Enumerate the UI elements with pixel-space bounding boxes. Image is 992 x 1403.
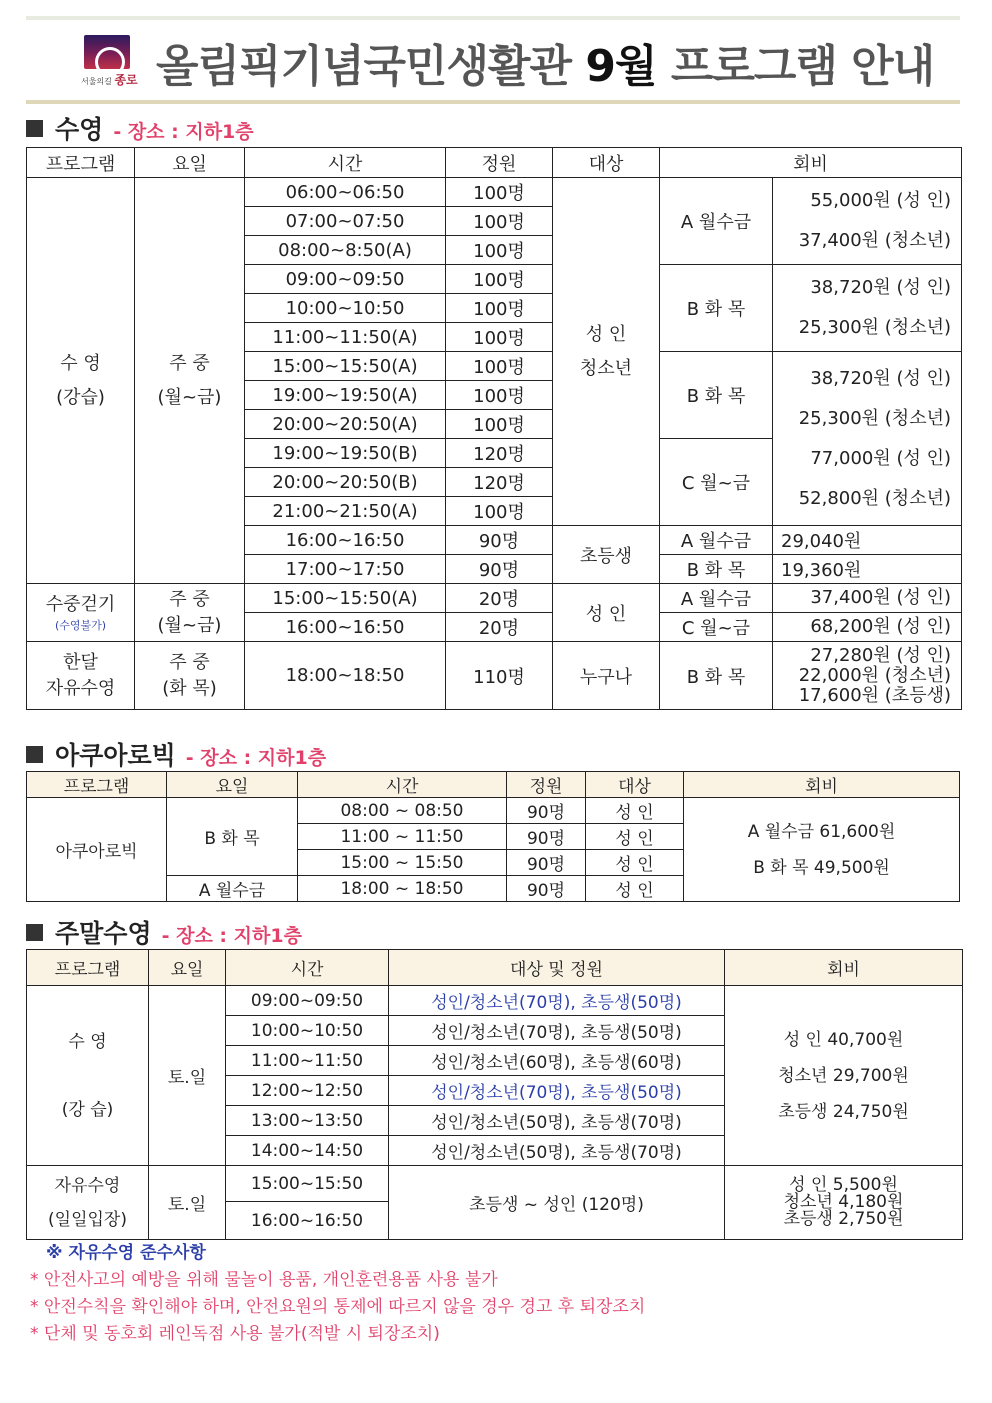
table-header-row: 프로그램 요일 시간 정원 대상 회비: [27, 148, 962, 178]
table-row: 수 영 (강 습) 토.일 09:00~09:50 성인/청소년(70명), 초등생(50명) 성 인 40,700원 청소년 29,700원 초등생 24,750원: [27, 986, 963, 1016]
table-row: 11:00~11:50(A) 100명: [27, 323, 962, 352]
page-title: 올림픽기념국민생활관 9월 프로그램 안내: [156, 41, 935, 92]
table-row: 20:00~20:50(B) 120명: [27, 468, 962, 497]
table-row: 10:00~10:50 100명: [27, 294, 962, 323]
table-row: 자유수영 (일일입장) 토.일 15:00~15:50 초등생 ~ 성인 (120명) 성 인 5,500원 청소년 4,180원 초등생 2,750원: [27, 1166, 963, 1202]
table-row: 16:00~16:50: [27, 1202, 963, 1240]
table-header-row: 프로그램 요일 시간 대상 및 정원 회비: [27, 950, 963, 986]
table-row: 15:00 ~ 15:50 90명 성 인: [27, 850, 960, 876]
table-row: 16:00~16:50 20명 C 월~금 68,200원 (성 인): [27, 613, 962, 642]
table-row: 13:00~13:50 성인/청소년(50명), 초등생(70명): [27, 1106, 963, 1136]
program-cell: 수 영 (강 습): [27, 986, 149, 1166]
section-title-aqua: 아쿠아로빅 - 장소 : 지하1층: [26, 736, 326, 772]
header: [26, 22, 960, 98]
header-rule: [26, 100, 960, 104]
table-row: 아쿠아로빅 B 화 목 08:00 ~ 08:50 90명 성 인 A 월수금 61,600원 B 화 목 49,500원: [27, 798, 960, 824]
table-row: A 월수금 18:00 ~ 18:50 90명 성 인: [27, 876, 960, 902]
table-row: 수 영 (강습) 주 중 (월~금) 06:00~06:50 100명 성 인 청소년 A 월수금 55,000원 (성 인) 37,400원 (청소년): [27, 178, 962, 207]
program-cell: 수 영 (강습): [27, 178, 135, 584]
section-title-weekend: 주말수영 - 장소 : 지하1층: [26, 914, 302, 950]
table-row: 수중걷기 (수영불가) 주 중 (월~금) 15:00~15:50(A) 20명 성 인 A 월수금 37,400원 (성 인): [27, 584, 962, 613]
note-item: * 단체 및 동호회 레인독점 사용 불가(적발 시 퇴장조치): [30, 1324, 440, 1344]
section-title-swim: 수영 - 장소 : 지하1층: [26, 110, 254, 146]
table-row: 11:00~11:50 성인/청소년(60명), 초등생(60명): [27, 1046, 963, 1076]
table-row: 10:00~10:50 성인/청소년(70명), 초등생(50명): [27, 1016, 963, 1046]
table-header-row: 프로그램 요일 시간 정원 대상 회비: [27, 772, 960, 798]
walk-program-cell: 수중걷기 (수영불가): [27, 584, 135, 642]
day-cell: 주 중 (월~금): [135, 178, 245, 584]
table-row: 09:00~09:50 100명 B 화 목 38,720원 (성 인) 25,300원 (청소년): [27, 265, 962, 294]
table-row: 12:00~12:50 성인/청소년(70명), 초등생(50명): [27, 1076, 963, 1106]
table-row: 07:00~07:50 100명: [27, 207, 962, 236]
notes: [30, 1240, 645, 1348]
top-rule: [26, 16, 960, 20]
weekend-table: [26, 949, 963, 1240]
jongno-logo: 서울의길 종로: [81, 35, 139, 93]
table-row: 14:00~14:50 성인/청소년(50명), 초등생(70명): [27, 1136, 963, 1166]
notes-heading: ※ 자유수영 준수사항: [46, 1243, 206, 1263]
table-row: 17:00~17:50 90명 B 화 목 19,360원: [27, 555, 962, 584]
aqua-table: [26, 771, 960, 902]
table-row: 19:00~19:50(B) 120명 C 월~금: [27, 439, 962, 468]
table-row: 08:00~8:50(A) 100명: [27, 236, 962, 265]
note-item: * 안전수칙을 확인해야 하며, 안전요원의 통제에 따르지 않을 경우 경고 후 퇴장조치: [30, 1297, 646, 1317]
table-row: 20:00~20:50(A) 100명: [27, 410, 962, 439]
table-row: 한달 자유수영 주 중 (화 목) 18:00~18:50 110명 누구나 B 화 목 27,280원 (성 인) 22,000원 (청소년) 17,600원 (초등생): [27, 642, 962, 710]
note-item: * 안전사고의 예방을 위해 물놀이 용품, 개인훈련용품 사용 불가: [30, 1270, 498, 1290]
table-row: 19:00~19:50(A) 100명: [27, 381, 962, 410]
target-cell: 성 인 청소년: [553, 178, 660, 526]
table-row: 16:00~16:50 90명 초등생 A 월수금 29,040원: [27, 526, 962, 555]
swim-table: [26, 147, 962, 710]
table-row: 11:00 ~ 11:50 90명 성 인: [27, 824, 960, 850]
table-row: 21:00~21:50(A) 100명: [27, 497, 962, 526]
table-row: 15:00~15:50(A) 100명 B 화 목 38,720원 (성 인) 25,300원 (청소년) 77,000원 (성 인) 52,800원 (청소년): [27, 352, 962, 381]
